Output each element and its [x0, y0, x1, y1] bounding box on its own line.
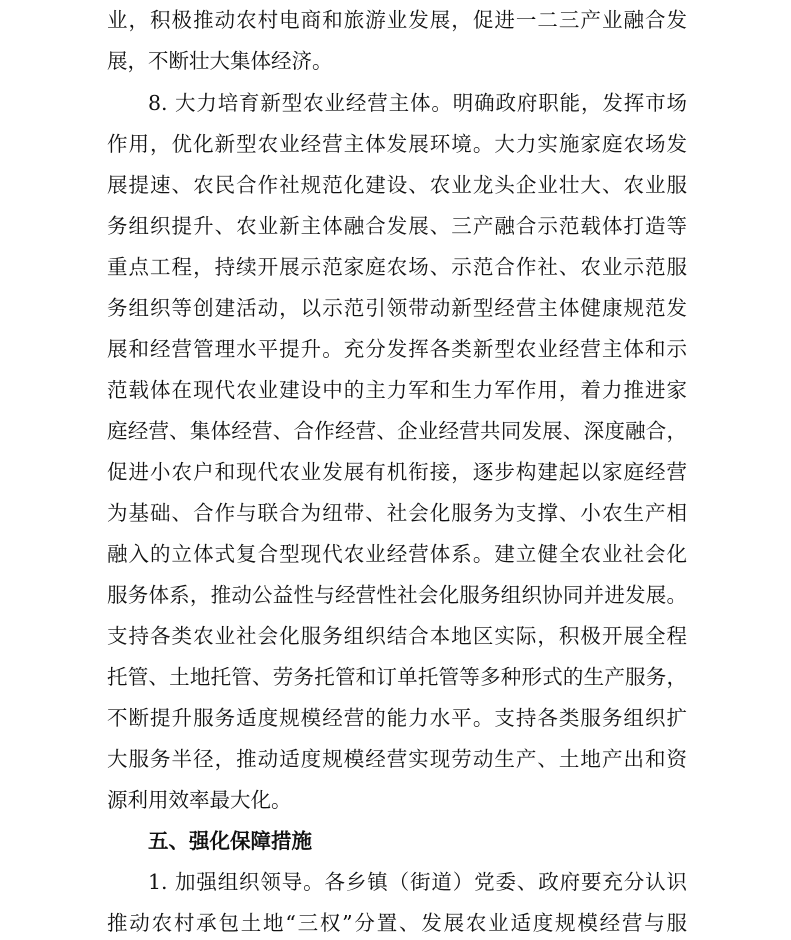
- paragraph-line: 为基础、合作与联合为纽带、社会化服务为支撑、小农生产相: [107, 501, 687, 525]
- paragraph-line: 源利用效率最大化。: [107, 788, 292, 812]
- paragraph-line: 展，不断壮大集体经济。: [107, 49, 333, 73]
- paragraph-line: 务组织提升、农业新主体融合发展、三产融合示范载体打造等: [107, 214, 687, 238]
- paragraph-line: 促进小农户和现代农业发展有机衔接，逐步构建起以家庭经营: [107, 460, 687, 484]
- paragraph-line: 庭经营、集体经营、合作经营、企业经营共同发展、深度融合，: [107, 419, 687, 443]
- paragraph-line: 展提速、农民合作社规范化建设、农业龙头企业壮大、农业服: [107, 173, 687, 197]
- paragraph-line: 托管、土地托管、劳务托管和订单托管等多种形式的生产服务，: [107, 665, 687, 689]
- paragraph-line: 不断提升服务适度规模经营的能力水平。支持各类服务组织扩: [107, 706, 687, 730]
- paragraph-line-item-8: 8. 大力培育新型农业经营主体。明确政府职能，发挥市场: [148, 91, 687, 115]
- paragraph-line: 推动农村承包土地“三权”分置、发展农业适度规模经营与服: [107, 911, 687, 935]
- paragraph-line: 融入的立体式复合型现代农业经营体系。建立健全农业社会化: [107, 542, 687, 566]
- paragraph-line: 支持各类农业社会化服务组织结合本地区实际，积极开展全程: [107, 624, 687, 648]
- paragraph-line: 务组织等创建活动，以示范引领带动新型经营主体健康规范发: [107, 296, 687, 320]
- paragraph-line: 作用，优化新型农业经营主体发展环境。大力实施家庭农场发: [107, 132, 687, 156]
- paragraph-line: 业，积极推动农村电商和旅游业发展，促进一二三产业融合发: [107, 8, 687, 32]
- paragraph-line: 展和经营管理水平提升。充分发挥各类新型农业经营主体和示: [107, 337, 687, 361]
- paragraph-line: 范载体在现代农业建设中的主力军和生力军作用，着力推进家: [107, 378, 687, 402]
- paragraph-line: 大服务半径，推动适度规模经营实现劳动生产、土地产出和资: [107, 747, 687, 771]
- paragraph-line: 重点工程，持续开展示范家庭农场、示范合作社、农业示范服: [107, 255, 687, 279]
- paragraph-line-item-1: 1. 加强组织领导。各乡镇（街道）党委、政府要充分认识: [148, 870, 687, 894]
- section-heading: 五、强化保障措施: [148, 829, 312, 853]
- paragraph-line: 服务体系，推动公益性与经营性社会化服务组织协同并进发展。: [107, 583, 687, 607]
